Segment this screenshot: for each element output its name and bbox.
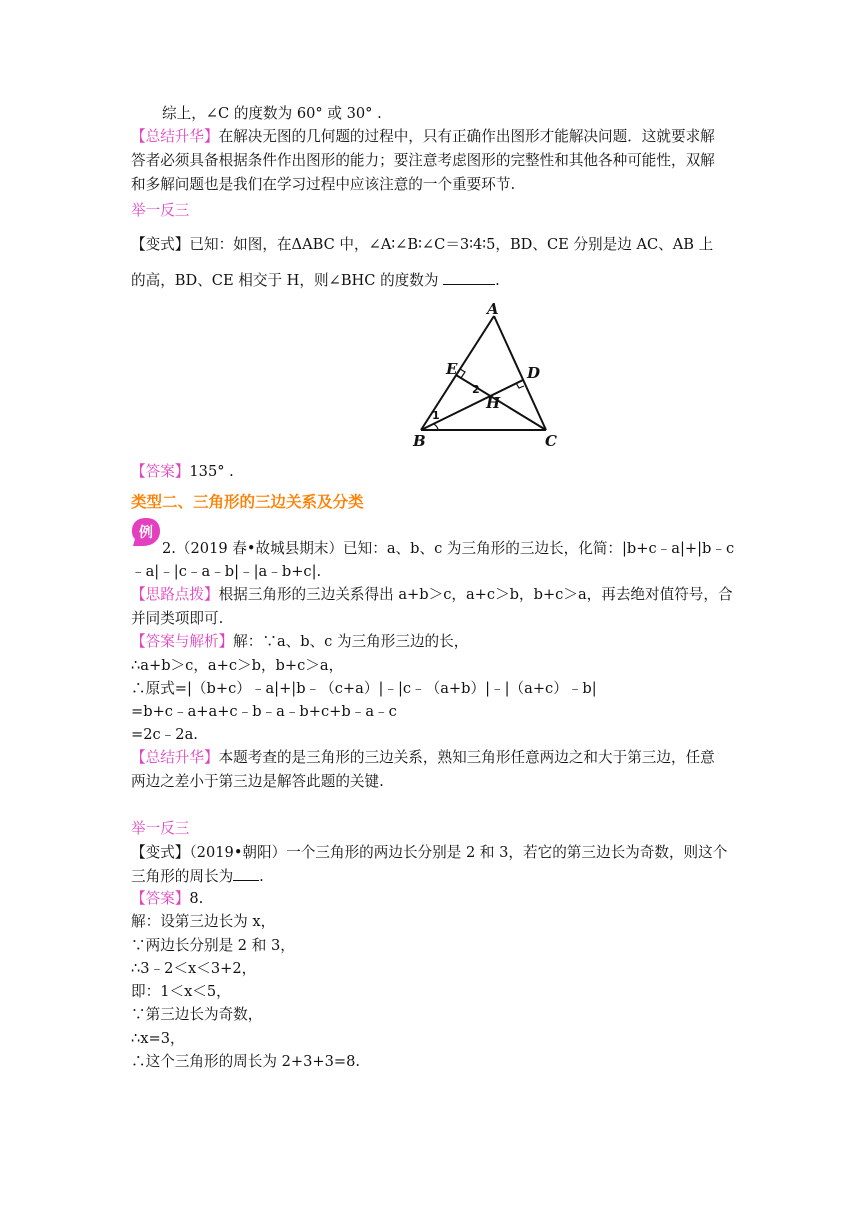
label-h: H	[486, 394, 501, 412]
answer-blank-2	[233, 866, 259, 881]
triangle-figure	[408, 300, 588, 450]
practice2-answer-tag: 【答案】	[131, 890, 190, 907]
practice1-q2: 的高，BD、CE 相交于 H，则∠BHC 的度数为	[131, 272, 439, 289]
summary-text-3: 和多解问题也是我们在学习过程中应该注意的一个重要环节.	[131, 176, 516, 193]
summary-paragraph-line-1	[131, 127, 715, 147]
practice2-solution-5: ∵第三边长为奇数，	[131, 1006, 263, 1023]
practice2-solution-7: ∴这个三角形的周长为 2+3+3=8.	[131, 1053, 361, 1070]
practice2-solution-1: 解：设第三边长为 x，	[131, 913, 276, 930]
example2-question-2: ﹣a|﹣|c﹣a﹣b|﹣|a﹣b+c|.	[131, 563, 322, 580]
label-angle-2: 2	[472, 383, 480, 396]
solution-line-5: =2c﹣2a.	[131, 726, 198, 743]
solution-line-3: ∴原式=|（b+c）﹣a|+|b﹣（c+a）|﹣|c﹣（a+b）|﹣|（a+c）﹣b|	[131, 680, 597, 697]
practice2-solution-3: ∴3﹣2＜x＜3+2，	[131, 960, 257, 977]
practice1-q1: 已知：如图，在ΔABC 中，∠A∶∠B∶∠C＝3∶4∶5，BD、CE 分别是边 AC、AB 上	[189, 236, 714, 253]
section-title: 类型二、三角形的三边关系及分类	[131, 493, 364, 511]
example-badge-icon	[131, 517, 161, 547]
label-b: B	[413, 432, 426, 450]
solution-line-2: ∴a+b＞c，a+c＞b，b+c＞a，	[131, 657, 344, 674]
summary2-text-1: 本题考查的是三角形的三边关系，熟知三角形任意两边之和大于第三边，任意	[218, 749, 715, 766]
example2-question-1: 2.（2019 春•故城县期末）已知：a、b、c 为三角形的三边长，化简：|b+c﹣a|+|b﹣c	[162, 540, 735, 557]
summary2-text-2: 两边之差小于第三边是解答此题的关键.	[131, 773, 384, 790]
solution-line-4: =b+c﹣a+a+c﹣b﹣a﹣b+c+b﹣a﹣c	[131, 703, 397, 720]
label-d: D	[527, 364, 541, 382]
solution-text-1: 解：∵a、b、c 为三角形三边的长，	[233, 633, 469, 650]
practice1-answer-value: 135° .	[189, 463, 234, 480]
solution-tag: 【答案与解析】	[131, 633, 234, 650]
summary-line: 综上，∠C 的度数为 60° 或 30° .	[162, 105, 382, 122]
practice1-tag: 【变式】	[131, 236, 190, 253]
label-e: E	[446, 360, 458, 378]
example-badge-label: 例	[139, 525, 153, 541]
summary2-tag: 【总结升华】	[131, 749, 219, 766]
right-angle-mark-e	[460, 369, 465, 378]
practice2-solution-4: 即：1＜x＜5，	[131, 983, 231, 1000]
hint-text-2: 并同类项即可.	[131, 610, 224, 627]
practice2-answer-value: 8.	[189, 890, 204, 907]
hint-line-1	[131, 585, 733, 605]
summary-text-1: 在解决无图的几何题的过程中，只有正确作出图形才能解决问题．这就要求解	[218, 128, 715, 145]
summary-tag: 【总结升华】	[131, 128, 219, 145]
hint-tag: 【思路点拨】	[131, 586, 219, 603]
practice2-solution-2: ∵两边长分别是 2 和 3，	[131, 937, 295, 954]
hint-text-1: 根据三角形的三边关系得出 a+b＞c，a+c＞b，b+c＞a，再去绝对值符号，合	[218, 586, 733, 603]
summary-text-2: 答者必须具备根据条件作出图形的能力；要注意考虑图形的完整性和其他各种可能性，双解	[131, 152, 715, 169]
practice-heading-2: 举一反三	[131, 820, 190, 837]
practice2-tag: 【变式】	[131, 844, 190, 861]
practice1-q2-end: .	[495, 272, 500, 289]
practice2-q2: 三角形的周长为	[131, 868, 234, 885]
practice2-q2-end: .	[259, 868, 264, 885]
practice2-question-line-2	[131, 866, 264, 887]
practice2-question-line-1	[131, 843, 727, 863]
practice-heading-1: 举一反三	[131, 202, 190, 219]
practice2-answer	[131, 889, 203, 909]
summary2-line-1	[131, 748, 715, 768]
practice1-answer	[131, 462, 234, 482]
practice1-question-line-1	[131, 235, 713, 255]
label-c: C	[545, 432, 557, 450]
practice1-question-line-2	[131, 270, 500, 291]
label-a: A	[487, 300, 499, 318]
answer-blank	[443, 270, 495, 285]
solution-line-1	[131, 632, 468, 652]
practice2-solution-6: ∴x=3，	[131, 1030, 185, 1047]
label-angle-1: 1	[432, 409, 440, 422]
practice2-q1: （2019•朝阳）一个三角形的两边长分别是 2 和 3，若它的第三边长为奇数，则这个	[189, 844, 728, 861]
practice1-answer-tag: 【答案】	[131, 463, 190, 480]
